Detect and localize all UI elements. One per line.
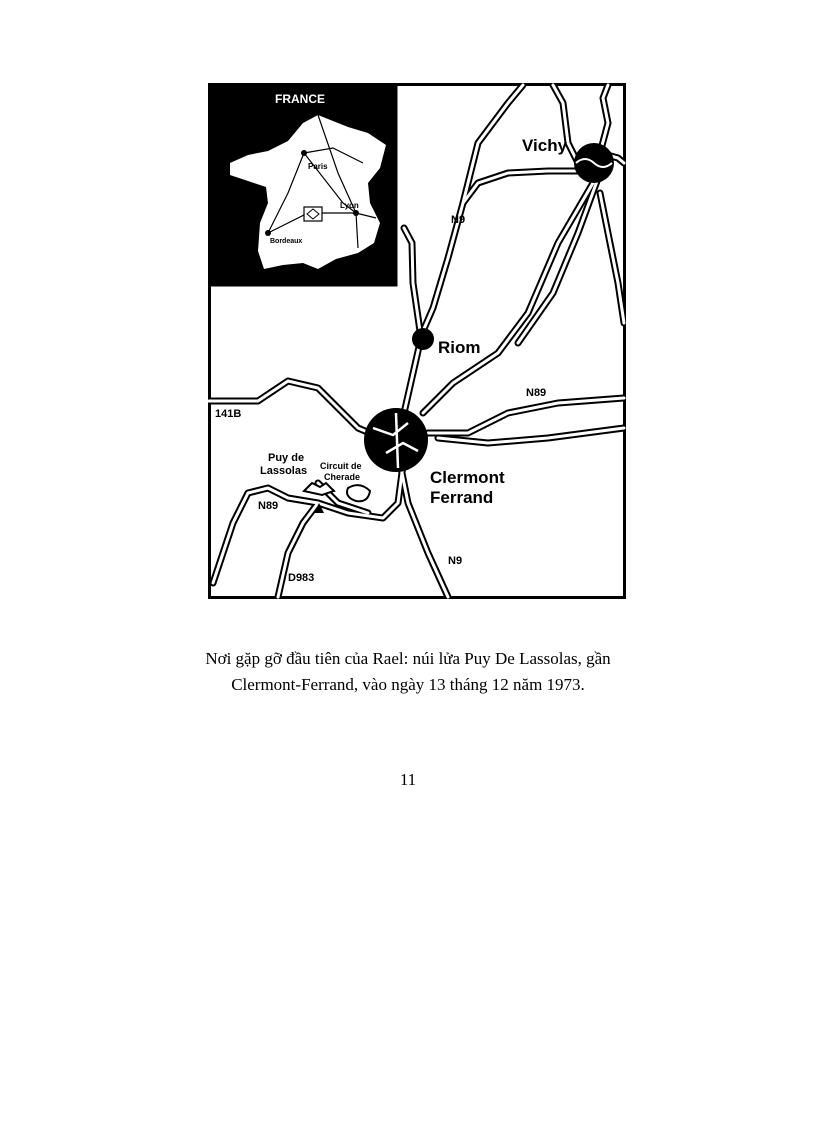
- city-vichy: Vichy: [522, 136, 568, 155]
- city-riom: Riom: [438, 338, 481, 357]
- city-clermont-line2: Ferrand: [430, 488, 494, 507]
- inset-title: FRANCE: [275, 92, 325, 106]
- place-circuit-line2: Cherade: [324, 472, 361, 482]
- france-inset: [210, 85, 398, 287]
- inset-city-bordeaux: Bordeaux: [270, 238, 303, 245]
- inset-city-lyon: Lyon: [340, 201, 359, 210]
- road-141b: 141B: [215, 408, 242, 420]
- paris-dot: [301, 150, 307, 156]
- lyon-dot: [353, 210, 359, 216]
- caption-line-1: Nơi gặp gỡ đầu tiên của Rael: núi lửa Puy De Lassolas, gần: [205, 649, 611, 668]
- place-puy-line2: Lassolas: [260, 465, 308, 477]
- place-circuit-line1: Circuit de: [320, 461, 362, 471]
- road-n89-east: N89: [526, 387, 547, 399]
- circuit-track: [347, 485, 370, 501]
- road-n9-north: N9: [451, 214, 466, 226]
- figure-caption: [160, 646, 656, 698]
- road-n9-south: N9: [448, 555, 463, 567]
- city-clermont-line1: Clermont: [430, 468, 505, 487]
- inset-city-paris: Paris: [308, 162, 328, 171]
- road-d983: D983: [288, 572, 315, 584]
- caption-line-2: Clermont-Ferrand, vào ngày 13 tháng 12 năm 1973.: [231, 675, 585, 694]
- riom-marker: [412, 328, 434, 350]
- road-n89-west: N89: [258, 500, 279, 512]
- page-number: 11: [399, 770, 417, 789]
- bordeaux-dot: [265, 230, 271, 236]
- region-map: [208, 83, 626, 599]
- place-puy-line1: Puy de: [268, 452, 305, 464]
- map-figure: [208, 83, 626, 599]
